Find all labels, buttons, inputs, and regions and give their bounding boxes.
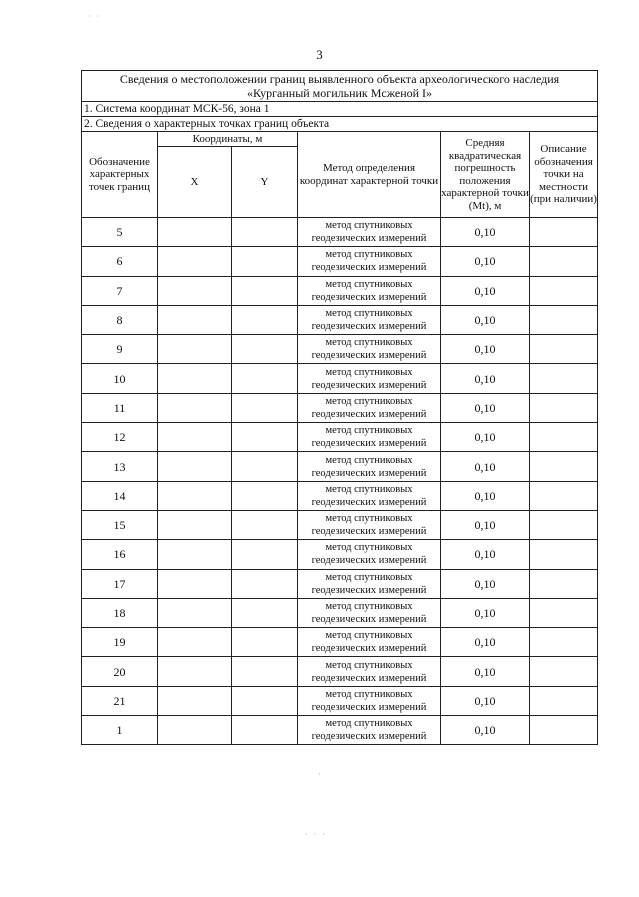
cell-description [530,540,598,569]
cell-x [158,540,232,569]
method-line-1: метод спутниковых [325,483,413,495]
method-line-2: геодезических измерений [311,643,427,655]
coordinate-system-row: 1. Система координат МСК-56, зона 1 [82,102,598,117]
cell-accuracy: 0,10 [441,598,530,627]
cell-point: 11 [82,393,158,422]
cell-method [298,452,441,481]
cell-method [298,305,441,334]
cell-description [530,657,598,686]
method-line-1: метод спутниковых [325,571,413,583]
title-line-2: «Курганный могильник Мсженой I» [247,86,433,100]
cell-method [298,393,441,422]
method-line-1: метод спутниковых [325,542,413,554]
method-line-2: геодезических измерений [311,701,427,713]
cell-point: 20 [82,657,158,686]
table-title [82,71,598,102]
table-row [82,716,598,745]
table-row [82,598,598,627]
header-coordinates: Координаты, м [158,132,298,147]
cell-method [298,686,441,715]
method-line-2: геодезических измерений [311,408,427,420]
cell-description [530,305,598,334]
cell-y [232,423,298,452]
cell-accuracy: 0,10 [441,393,530,422]
method-line-2: геодезических измерений [311,379,427,391]
method-line-2: геодезических измерений [311,291,427,303]
cell-accuracy: 0,10 [441,276,530,305]
cell-y [232,569,298,598]
cell-method [298,335,441,364]
cell-y [232,218,298,247]
cell-x [158,657,232,686]
cell-method [298,540,441,569]
cell-x [158,218,232,247]
cell-point: 10 [82,364,158,393]
method-line-1: метод спутниковых [325,395,413,407]
header-accuracy: Средняя квадратическая погрешность положения характерной точки (Mt), м [441,132,530,218]
cell-description [530,628,598,657]
cell-description [530,364,598,393]
cell-point: 9 [82,335,158,364]
cell-accuracy: 0,10 [441,481,530,510]
cell-point: 5 [82,218,158,247]
method-line-1: метод спутниковых [325,630,413,642]
cell-method [298,716,441,745]
method-line-2: геодезических измерений [311,467,427,479]
cell-point: 13 [82,452,158,481]
cell-y [232,247,298,276]
table-row [82,335,598,364]
table-row [82,686,598,715]
method-line-1: метод спутниковых [325,513,413,525]
cell-point: 17 [82,569,158,598]
cell-description [530,598,598,627]
method-line-1: метод спутниковых [325,220,413,232]
method-line-2: геодезических измерений [311,233,427,245]
scan-noise: · · · [305,830,327,839]
cell-accuracy: 0,10 [441,569,530,598]
cell-accuracy: 0,10 [441,247,530,276]
cell-y [232,686,298,715]
boundary-points-table [81,70,598,745]
table-row [82,364,598,393]
method-line-2: геодезических измерений [311,614,427,625]
cell-x [158,686,232,715]
cell-accuracy: 0,10 [441,686,530,715]
scan-noise: · · [88,12,102,21]
scan-noise: · [318,770,323,779]
cell-y [232,452,298,481]
table-row [82,628,598,657]
cell-description [530,218,598,247]
cell-accuracy: 0,10 [441,540,530,569]
table-row [82,276,598,305]
cell-y [232,481,298,510]
cell-description [530,276,598,305]
cell-accuracy: 0,10 [441,305,530,334]
table-row [82,540,598,569]
cell-x [158,364,232,393]
table-row [82,247,598,276]
cell-point: 16 [82,540,158,569]
cell-x [158,481,232,510]
table-row [82,218,598,247]
cell-y [232,305,298,334]
cell-point: 12 [82,423,158,452]
cell-y [232,393,298,422]
cell-y [232,628,298,657]
page-number: 3 [316,47,323,62]
cell-x [158,276,232,305]
cell-description [530,510,598,539]
cell-point: 14 [82,481,158,510]
cell-y [232,716,298,745]
cell-accuracy: 0,10 [441,628,530,657]
cell-x [158,452,232,481]
cell-accuracy: 0,10 [441,452,530,481]
cell-method [298,423,441,452]
cell-accuracy: 0,10 [441,423,530,452]
cell-point: 7 [82,276,158,305]
method-line-2: геодезических измерений [311,350,427,362]
method-line-2: геодезических измерений [311,731,427,743]
cell-y [232,364,298,393]
cell-point: 18 [82,598,158,627]
method-line-1: метод спутниковых [325,366,413,378]
cell-x [158,247,232,276]
cell-x [158,716,232,745]
header-description: Описание обозначения точки на местности (при наличии) [530,132,598,218]
method-line-1: метод спутниковых [325,337,413,349]
cell-point: 19 [82,628,158,657]
cell-description [530,423,598,452]
cell-method [298,569,441,598]
cell-y [232,657,298,686]
cell-method [298,598,441,627]
method-line-2: геодезических измерений [311,438,427,450]
cell-method [298,364,441,393]
method-line-1: метод спутниковых [325,249,413,261]
table-row [82,569,598,598]
cell-method [298,218,441,247]
table-row [82,657,598,686]
method-line-2: геодезических измерений [311,526,427,538]
cell-description [530,569,598,598]
cell-y [232,276,298,305]
cell-description [530,686,598,715]
table-row [82,393,598,422]
cell-x [158,598,232,627]
cell-point: 15 [82,510,158,539]
table-row [82,510,598,539]
cell-x [158,628,232,657]
cell-y [232,335,298,364]
cell-description [530,481,598,510]
cell-x [158,393,232,422]
cell-description [530,716,598,745]
cell-method [298,481,441,510]
cell-point: 8 [82,305,158,334]
cell-y [232,510,298,539]
cell-description [530,393,598,422]
method-line-1: метод спутниковых [325,425,413,437]
method-line-2: геодезических измерений [311,262,427,274]
cell-x [158,510,232,539]
cell-x [158,569,232,598]
cell-point: 21 [82,686,158,715]
method-line-1: метод спутниковых [325,278,413,290]
table-row [82,305,598,334]
method-line-1: метод спутниковых [325,454,413,466]
table-row [82,481,598,510]
cell-x [158,423,232,452]
header-point-designation: Обозначение характерных точек границ [82,132,158,218]
cell-accuracy: 0,10 [441,218,530,247]
method-line-1: метод спутниковых [325,659,413,671]
method-line-1: метод спутниковых [325,308,413,320]
table-row [82,423,598,452]
header-method: Метод определения координат характерной точки [298,132,441,218]
table-row [82,452,598,481]
cell-accuracy: 0,10 [441,335,530,364]
cell-accuracy: 0,10 [441,657,530,686]
cell-x [158,305,232,334]
header-x: X [158,147,232,218]
method-line-1: метод спутниковых [325,601,413,612]
cell-description [530,452,598,481]
cell-accuracy: 0,10 [441,364,530,393]
method-line-1: метод спутниковых [325,688,413,700]
method-line-2: геодезических измерений [311,496,427,508]
method-line-2: геодезических измерений [311,584,427,596]
cell-method [298,276,441,305]
points-info-row: 2. Сведения о характерных точках границ объекта [82,117,598,132]
cell-accuracy: 0,10 [441,716,530,745]
cell-method [298,510,441,539]
cell-accuracy: 0,10 [441,510,530,539]
cell-method [298,247,441,276]
cell-y [232,598,298,627]
method-line-2: геодезических измерений [311,321,427,333]
method-line-2: геодезических измерений [311,555,427,567]
cell-y [232,540,298,569]
cell-description [530,335,598,364]
cell-point: 6 [82,247,158,276]
cell-method [298,657,441,686]
cell-method [298,628,441,657]
header-y: Y [232,147,298,218]
method-line-2: геодезических измерений [311,672,427,684]
cell-point: 1 [82,716,158,745]
method-line-1: метод спутниковых [325,718,413,730]
title-line-1: Сведения о местоположении границ выявленного объекта археологического наследия [119,72,560,86]
cell-x [158,335,232,364]
cell-description [530,247,598,276]
